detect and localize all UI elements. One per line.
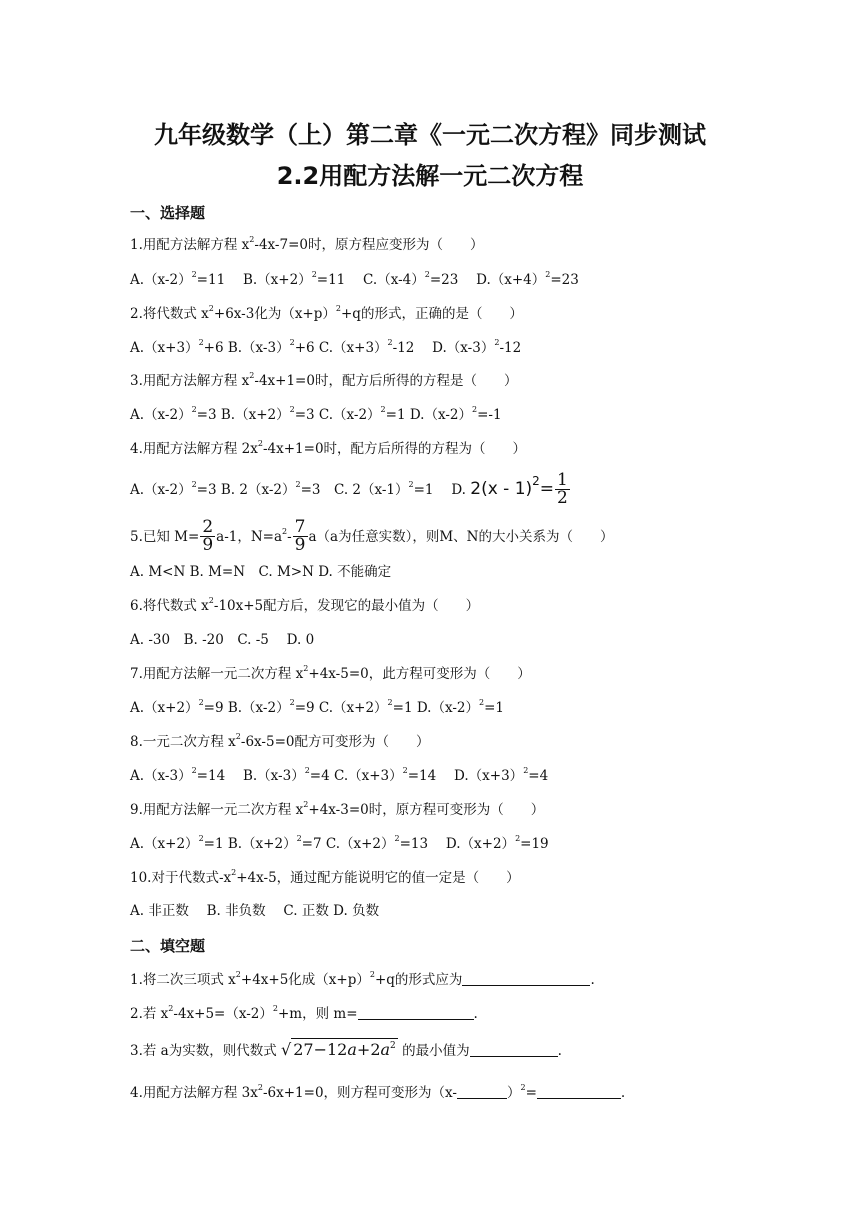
section-heading-fill: 二、填空题 <box>130 937 206 955</box>
question-7: 7.用配方法解一元二次方程 $x^2+4x-5=0$，此方程可变形为（ ） <box>130 664 531 682</box>
question-3-options: $A.(x-2)^2=3$ $B.(x+2)^2=3$ $C.(x-2)^2=1$ $D.(x-2)^2=-1$ <box>130 405 502 423</box>
question-8: 8.一元二次方程 $x^2-6x-5=0$配方可变形为（ ） <box>130 732 430 750</box>
fraction-two-ninths: $\frac{2}{9}$ <box>202 517 214 555</box>
answer-blank[interactable] <box>470 1042 558 1057</box>
question-6: 6.将代数式 $x^2-10x+5$配方后，发现它的最小值为（ ） <box>130 596 480 614</box>
answer-blank[interactable] <box>358 1005 474 1020</box>
question-5-options: A. M<N B. M=N C. M>N D. 不能确定 <box>130 564 392 580</box>
page-title: 九年级数学（上）第二章《一元二次方程》同步测试 <box>154 121 706 149</box>
answer-blank[interactable] <box>462 971 590 986</box>
sqrt-expression: √ $27-12a+2a^2$ <box>281 1040 396 1059</box>
answer-blank[interactable] <box>457 1084 507 1099</box>
question-2: 2.将代数式 $x^2+6x-3$化为$(x+p)^2+q$的形式，正确的是（ ） <box>130 304 523 322</box>
question-2-options: $A.(x+3)^2+6$ $B.(x-3)^2+6$ $C.(x+3)^2-12$ $D.(x-3)^2-12$ <box>130 338 522 356</box>
question-1-options: $A.(x-2)^2=11$ $B.(x+2)^2=11$ $C.(x-4)^2=23$ $D.(x+4)^2=23$ <box>130 270 579 288</box>
question-7-options: $A.(x+2)^2=9$ $B.(x-2)^2=9$ $C.(x+2)^2=1$ $D.(x-2)^2=1$ <box>130 698 504 716</box>
section-heading-choice: 一、选择题 <box>130 204 206 222</box>
question-9-options: $A.(x+2)^2=1$ $B.(x+2)^2=7$ $C.(x+2)^2=13$ $D.(x+2)^2=19$ <box>130 834 549 852</box>
question-8-options: $A.(x-3)^2=14$ $B.(x-3)^2=4$ $C.(x+3)^2=14$ $D.(x+3)^2=4$ <box>130 766 549 784</box>
fraction-seven-ninths: $\frac{7}{9}$ <box>294 517 306 555</box>
question-3: 3.用配方法解方程 $x^2-4x+1=0$时，配方后所得的方程是（ ） <box>130 371 518 389</box>
question-1: 1.用配方法解方程 $x^2-4x-7=0$时，原方程应变形为（ ） <box>130 235 484 253</box>
fill-question-3: 3.若 a为实数，则代数式 √ $27-12a+2a^2$ 的最小值为 . <box>130 1040 562 1059</box>
question-5: 5.已知 M= $\frac{2}{9}$ a-1，$N=a^2-$ $\frac{7}{9}$ a（a为任意实数），则M、N的大小关系为（ ） <box>130 517 614 555</box>
fraction-one-half: $\frac{1}{2}$ <box>557 470 568 508</box>
page-subtitle: 2.2用配方法解一元二次方程 <box>276 162 584 190</box>
question-9: 9.用配方法解一元二次方程 $x^2+4x-3=0$时，原方程可变形为（ ） <box>130 800 545 818</box>
question-4: 4.用配方法解方程 $2x^2-4x+1=0$时，配方后所得的方程为（ ） <box>130 439 527 457</box>
question-10: 10.对于代数式$-x^2+4x-5$，通过配方能说明它的值一定是（ ） <box>130 868 520 886</box>
question-6-options: A. -30 B. -20 C. -5 D. 0 <box>130 632 315 648</box>
fill-question-4: 4.用配方法解方程 $3x^2-6x+1=0$，则方程可变形为（x- ）$^2$= . <box>130 1083 626 1101</box>
fill-question-2: 2.若 $x^2-4x+5=(x-2)^2+m$，则 m= . <box>130 1004 478 1022</box>
fill-question-1: 1.将二次三项式 $x^2+4x+5$化成$(x+p)^2+q$的形式应为 . <box>130 970 595 988</box>
question-4-options: $A.(x-2)^2=3$ B. $2(x-2)^2=3$ C. $2(x-1)^2=1$ D. 2(x - 1)$^2$= $\frac{1}{2}$ <box>130 470 568 508</box>
question-10-options: A. 非正数 B. 非负数 C. 正数 D. 负数 <box>130 903 380 919</box>
answer-blank[interactable] <box>537 1084 621 1099</box>
